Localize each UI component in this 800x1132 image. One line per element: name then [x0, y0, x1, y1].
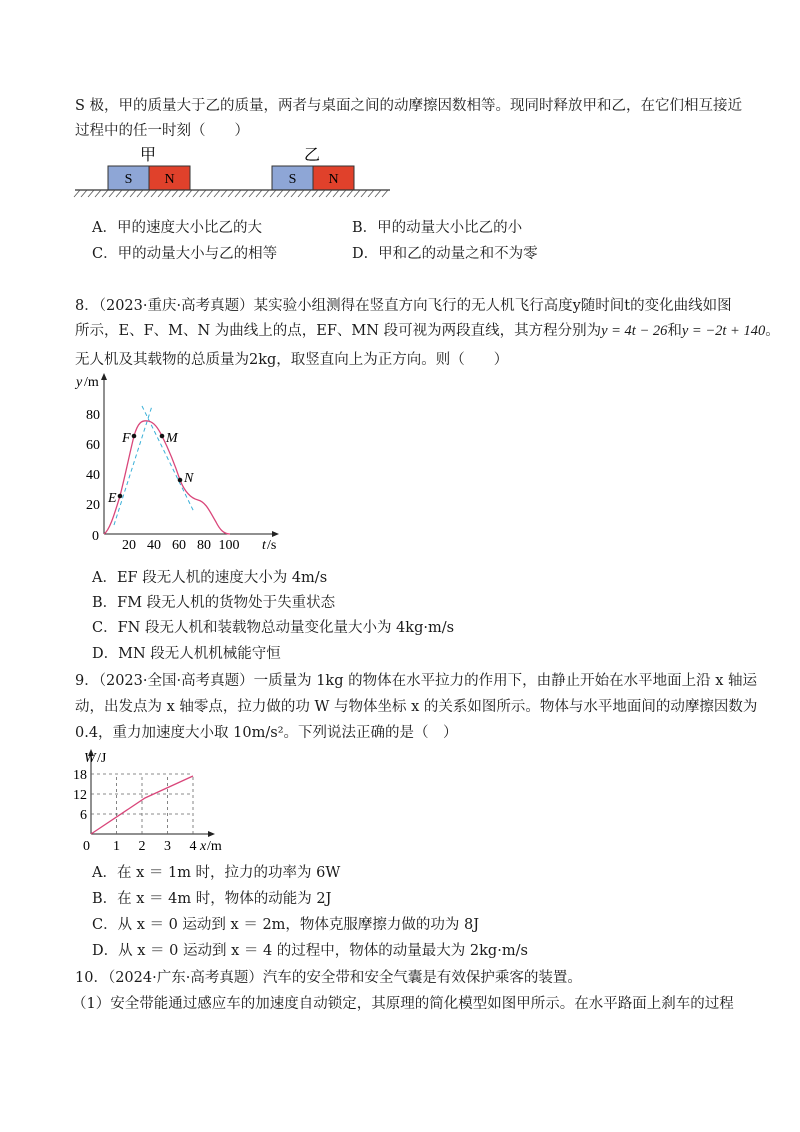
w-axis-unit: /J [97, 751, 107, 766]
q8-line2-text: 所示，E、F、M、N 为曲线上的点，EF、MN 段可视为两段直线，其方程分别为 [75, 323, 602, 339]
hatch-mark [249, 190, 255, 197]
q9-line2: 动，出发点为 x 轴零点，拉力做的功 W 与物体坐标 x 的关系如图所示。物体与水平地面间的动摩擦因数为 [75, 699, 758, 715]
w-axis-label: W [84, 751, 96, 766]
tangent-ef [114, 406, 152, 525]
x-axis-label: t [262, 538, 266, 553]
x-tick-label: 80 [197, 538, 211, 553]
point-m-label: M [166, 431, 178, 446]
q8-line3: 无人机及其载物的总质量为2kg，取竖直向上为正方向。则（ ） [75, 352, 509, 368]
q8-line2 [75, 321, 780, 341]
y-tick-label: 80 [86, 408, 100, 423]
hatch-mark [193, 190, 199, 197]
q8-line2-end: 。 [765, 323, 780, 339]
q10-line2: （1）安全带能通过感应车的加速度自动锁定，其原理的简化模型如图甲所示。在水平路面上刹车的过程 [72, 996, 734, 1012]
point-e [118, 494, 123, 499]
q7-option-d[interactable]: D．甲和乙的动量之和不为零 [352, 246, 538, 262]
q10-line1: 10．（2024·广东·高考真题）汽车的安全带和安全气囊是有效保护乘客的装置。 [75, 970, 582, 986]
origin-label: 0 [83, 839, 90, 854]
hatch-mark [319, 190, 325, 197]
w-tick-label: 12 [73, 788, 87, 803]
y-axis-unit: /m [84, 375, 99, 390]
hatch-mark [116, 190, 122, 197]
x-tick-label: 20 [122, 538, 136, 553]
x-axis-unit: /s [267, 538, 277, 553]
x-axis-label: x [200, 839, 207, 854]
hatch-mark [368, 190, 374, 197]
q8-eq2: y = −2t + 140 [681, 323, 766, 339]
hatch-mark [221, 190, 227, 197]
x-tick-label: 100 [218, 538, 240, 553]
x-tick-label: 4 [189, 839, 197, 854]
hatch-mark [95, 190, 101, 197]
q8-height-time-graph [70, 372, 290, 557]
hatch-mark [375, 190, 381, 197]
point-m [160, 434, 165, 439]
hatch-mark [291, 190, 297, 197]
w-tick-label: 6 [80, 808, 87, 823]
hatch-mark [144, 190, 150, 197]
w-tick-label: 18 [73, 768, 87, 783]
jia-s-label: S [124, 172, 133, 187]
point-f-label: F [122, 431, 131, 446]
hatch-mark [270, 190, 276, 197]
hatch-mark [312, 190, 318, 197]
yi-n-label: N [328, 172, 339, 187]
q9-tick-labels [73, 768, 197, 854]
hatch-mark [340, 190, 346, 197]
label-jia: 甲 [139, 147, 157, 164]
hatch-mark [158, 190, 164, 197]
hatch-mark [165, 190, 171, 197]
hatch-mark [382, 190, 388, 197]
q8-option-b[interactable]: B．FM 段无人机的货物处于失重状态 [92, 595, 336, 611]
x-axis-unit: /m [207, 839, 222, 854]
y-tick-label: 20 [86, 498, 100, 513]
hatch-mark [347, 190, 353, 197]
hatch-mark [207, 190, 213, 197]
q8-eq1: y = 4t − 26 [601, 323, 668, 339]
hatch-mark [102, 190, 108, 197]
x-tick-label: 3 [164, 839, 171, 854]
hatch-mark [109, 190, 115, 197]
yi-s-label: S [288, 172, 297, 187]
origin-label: 0 [92, 529, 99, 544]
q7-option-b[interactable]: B．甲的动量大小比乙的小 [352, 220, 523, 236]
q9-work-position-graph [70, 748, 230, 858]
point-n [178, 478, 183, 483]
q8-option-c[interactable]: C．FN 段无人机和装载物总动量变化量大小为 4kg·m/s [92, 620, 455, 636]
y-tick-label: 40 [86, 468, 100, 483]
hatch-mark [74, 190, 80, 197]
hatch-mark [235, 190, 241, 197]
point-e-label: E [108, 491, 117, 506]
table-hatching [74, 190, 388, 197]
hatch-mark [151, 190, 157, 197]
x-tick-label: 2 [138, 839, 146, 854]
q7-option-a[interactable]: A．甲的速度大小比乙的大 [92, 220, 262, 236]
hatch-mark [88, 190, 94, 197]
x-tick-label: 40 [147, 538, 161, 553]
q7-option-c[interactable]: C．甲的动量大小与乙的相等 [92, 246, 278, 262]
hatch-mark [242, 190, 248, 197]
hatch-mark [137, 190, 143, 197]
q9-option-a[interactable]: A．在 x ＝ 1m 时，拉力的功率为 6W [92, 865, 341, 881]
hatch-mark [200, 190, 206, 197]
y-axis-label: y [76, 375, 83, 390]
hatch-mark [333, 190, 339, 197]
x-tick-label: 1 [113, 839, 120, 854]
q8-line2-mid: 和 [667, 323, 682, 339]
q9-line3: 0.4，重力加速度大小取 10m/s²。下列说法正确的是（ ） [75, 725, 458, 741]
point-f [132, 434, 137, 439]
q9-option-c[interactable]: C．从 x ＝ 0 运动到 x ＝ 2m，物体克服摩擦力做的功为 8J [92, 917, 480, 933]
hatch-mark [284, 190, 290, 197]
label-yi: 乙 [303, 147, 321, 164]
point-n-label: N [184, 471, 194, 486]
hatch-mark [130, 190, 136, 197]
hatch-mark [186, 190, 192, 197]
hatch-mark [123, 190, 129, 197]
q8-option-a[interactable]: A．EF 段无人机的速度大小为 4m/s [92, 570, 328, 586]
q8-tick-labels [86, 408, 240, 553]
hatch-mark [298, 190, 304, 197]
hatch-mark [305, 190, 311, 197]
hatch-mark [256, 190, 262, 197]
q7-text-line2: 过程中的任一时刻（ ） [75, 123, 249, 139]
hatch-mark [326, 190, 332, 197]
y-tick-label: 60 [86, 438, 100, 453]
hatch-mark [214, 190, 220, 197]
jia-n-label: N [164, 172, 175, 187]
q7-magnet-figure [70, 142, 400, 204]
hatch-mark [81, 190, 87, 197]
q9-option-b[interactable]: B．在 x ＝ 4m 时，物体的动能为 2J [92, 891, 332, 907]
hatch-mark [263, 190, 269, 197]
hatch-mark [277, 190, 283, 197]
hatch-mark [172, 190, 178, 197]
q9-line1: 9．（2023·全国·高考真题）一质量为 1kg 的物体在水平拉力的作用下，由静止开始在水平地面上沿 x 轴运 [75, 673, 757, 689]
q9-option-d[interactable]: D．从 x ＝ 0 运动到 x ＝ 4 的过程中，物体的动量最大为 2kg·m/s [92, 943, 528, 959]
q8-line1: 8．（2023·重庆·高考真题）某实验小组测得在竖直方向飞行的无人机飞行高度y随时间t的变化曲线如图 [75, 298, 732, 314]
q8-option-d[interactable]: D．MN 段无人机机械能守恒 [92, 646, 281, 662]
x-tick-label: 60 [172, 538, 186, 553]
hatch-mark [354, 190, 360, 197]
q7-text-line1: S 极，甲的质量大于乙的质量，两者与桌面之间的动摩擦因数相等。现同时释放甲和乙，在它们相互接近 [75, 98, 743, 114]
hatch-mark [361, 190, 367, 197]
hatch-mark [228, 190, 234, 197]
hatch-mark [179, 190, 185, 197]
